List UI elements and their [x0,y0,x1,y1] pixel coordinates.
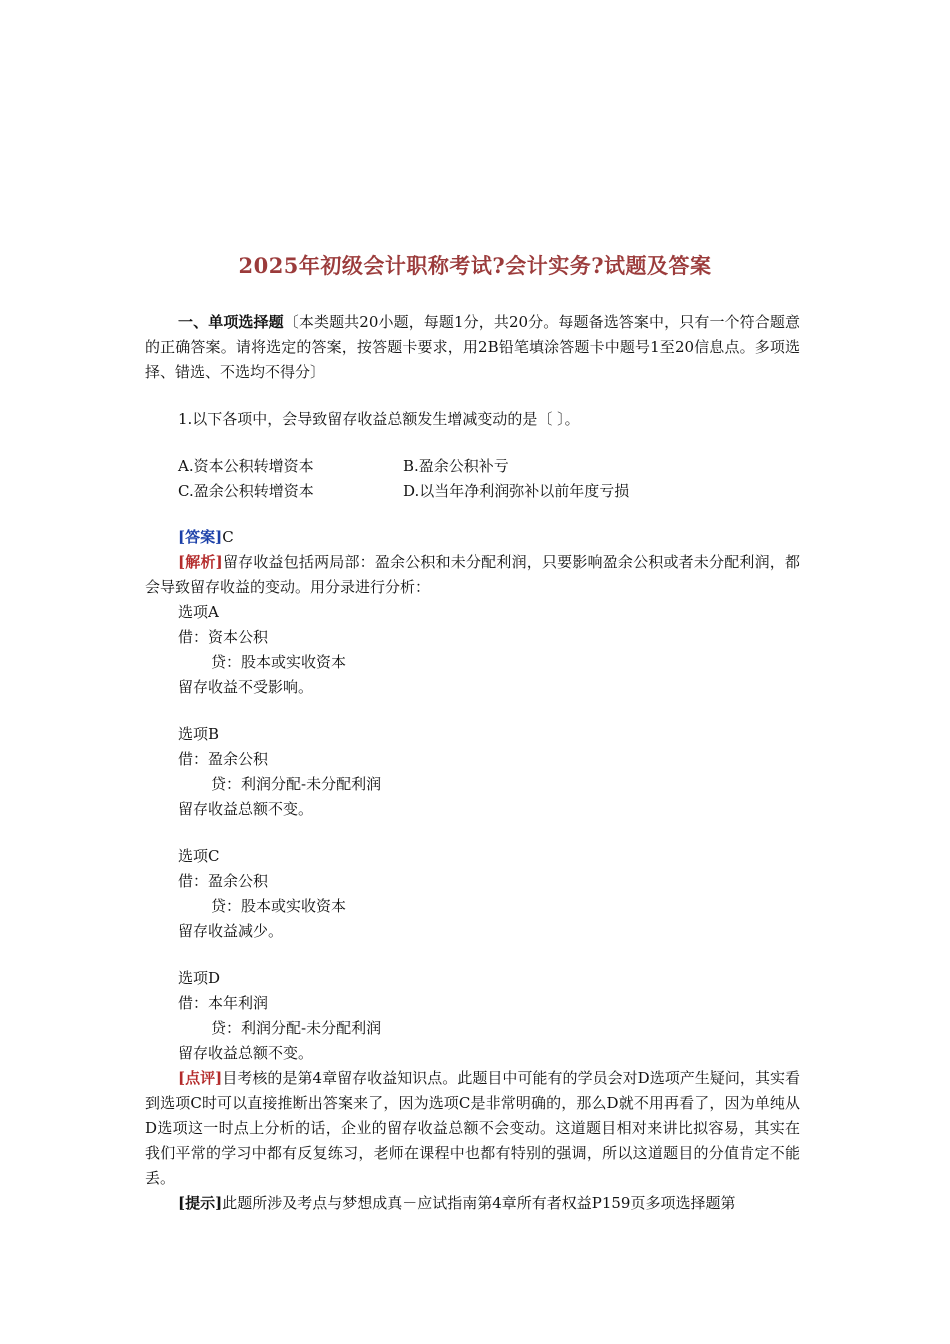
answer-line [178,525,234,550]
journal-credit: 贷：利润分配-未分配利润 [211,1019,382,1037]
option-b: B.盈余公积补亏 [403,457,509,475]
section-intro [145,310,800,385]
journal-credit: 贷：利润分配-未分配利润 [211,775,382,793]
answer-value: C [222,528,234,546]
section-instructions: 〔本类题共20小题，每题1分，共20分。每题备选答案中，只有一个符合题意的正确答案。请将选定的答案，按答题卡要求，用2B铅笔填涂答题卡中题号1至20信息点。多项选择、错选、不选均不得分〕 [145,313,800,381]
section-heading: 一、单项选择题 [178,313,284,331]
journal-debit: 借：盈余公积 [178,750,269,768]
analysis-result: 留存收益不受影响。 [178,678,314,696]
analysis-option-name: 选项C [178,847,220,865]
tip-label: [提示] [178,1194,223,1212]
journal-credit: 贷：股本或实收资本 [211,897,347,915]
analysis-paragraph [145,550,800,600]
analysis-result: 留存收益总额不变。 [178,1044,314,1062]
option-a: A.资本公积转增资本 [178,457,314,475]
journal-credit: 贷：股本或实收资本 [211,653,347,671]
option-d: D.以当年净利润弥补以前年度亏损 [403,482,630,500]
analysis-option-name: 选项A [178,603,219,621]
comment-text: 目考核的是第4章留存收益知识点。此题目中可能有的学员会对D选项产生疑问，其实看到选项C时可以直接推断出答案来了，因为选项C是非常明确的，那么D就不用再看了，因为单纯从D选项这一时点上分析的话，企业的留存收益总额不会变动。这道题目相对来讲比拟容易，其实在我们平常的学习中都有反复练习，老师在课程中也都有特别的强调，所以这道题目的分值肯定不能丢。 [145,1069,801,1187]
analysis-option-name: 选项B [178,725,220,743]
tip-text: 此题所涉及考点与梦想成真－应试指南第4章所有者权益P159页多项选择题第 [222,1194,736,1212]
comment-paragraph [145,1066,800,1191]
analysis-text: 留存收益包括两局部：盈余公积和未分配利润，只要影响盈余公积或者未分配利润，都会导致留存收益的变动。用分录进行分析： [145,553,800,596]
journal-debit: 借：盈余公积 [178,872,269,890]
analysis-result: 留存收益总额不变。 [178,800,314,818]
question-stem: 1.以下各项中，会导致留存收益总额发生增减变动的是〔 〕。 [178,410,580,428]
option-c: C.盈余公积转增资本 [178,482,314,500]
tip-paragraph [178,1191,800,1216]
answer-label: [答案] [178,528,223,546]
analysis-option-name: 选项D [178,969,221,987]
comment-label: [点评] [178,1069,223,1087]
journal-debit: 借：资本公积 [178,628,269,646]
analysis-result: 留存收益减少。 [178,922,284,940]
journal-debit: 借：本年利润 [178,994,269,1012]
analysis-label: [解析] [178,553,223,571]
document-title: 2025年初级会计职称考试?会计实务?试题及答案 [238,253,712,278]
